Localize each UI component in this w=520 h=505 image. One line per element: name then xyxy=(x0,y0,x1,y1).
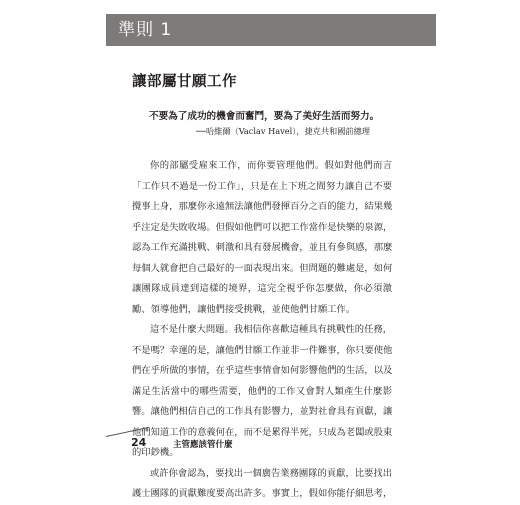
epigraph-attribution: ──哈維爾（Vaclav Havel），捷克共和國前總理 xyxy=(196,126,370,136)
body-line: 護士團隊的貢獻難度要高出許多。事實上，假如你能仔細思考， xyxy=(132,488,392,499)
body-line: 攪事上身，那麼你永遠無法讓他們發揮百分之百的能力，結果幾 xyxy=(132,201,392,212)
running-book-title: 主管應該管什麼 xyxy=(173,440,233,450)
page-title: 讓部屬甘願工作 xyxy=(132,74,237,90)
body-line: 們在乎所做的事情，在乎這些事情會如何影響他們的生活，以及 xyxy=(132,365,392,376)
body-line: 響。讓他們相信自己的工作具有影響力，並對社會具有貢獻，讓 xyxy=(132,406,392,417)
body-line: 你的部屬受雇來工作，而你要管理他們。假如對他們而言 xyxy=(150,160,392,171)
body-line: 或許你會認為，要找出一個廣告業務團隊的貢獻，比要找出 xyxy=(150,467,392,479)
body-line: 認為工作充滿挑戰、刺激和具有發展機會，並且有參與感，那麼 xyxy=(132,242,392,253)
body-line: 這不是什麼大問題。我相信你喜歡這種具有挑戰性的任務， xyxy=(150,324,392,335)
body-line: 他們知道工作的意義何在，而不是累得半死，只成為老闆或股東 xyxy=(132,426,392,438)
body-line: 滿足生活當中的哪些需要，他們的工作又會對人類產生什麼影 xyxy=(132,385,392,397)
body-line: 「工作只不過是一份工作」，只是在上下班之間努力讓自己不要 xyxy=(132,180,392,192)
body-line: 不是嗎？幸運的是，讓他們甘願工作並非一件難事，你只要使他 xyxy=(132,344,392,356)
body-text xyxy=(132,156,392,505)
body-line: 勵、領導他們，讓他們接受挑戰，並使他們甘願工作。 xyxy=(132,303,356,315)
body-line: 每個人就會把自己最好的一面表現出來。但問題的難處是，如何 xyxy=(132,262,392,274)
page-number: 24 xyxy=(131,436,147,449)
body-line: 的印鈔機。 xyxy=(132,447,179,458)
body-line: 乎注定是失敗收場。但假如他們可以把工作當作是快樂的泉源， xyxy=(132,221,392,233)
epigraph-quote: 不要為了成功的機會而奮鬥，要為了美好生活而努力。 xyxy=(149,111,380,122)
body-line: 讓團隊成員達到這樣的境界，這完全視乎你怎麼做，你必須激 xyxy=(132,283,392,294)
chapter-label: 準則 1 xyxy=(118,20,173,40)
